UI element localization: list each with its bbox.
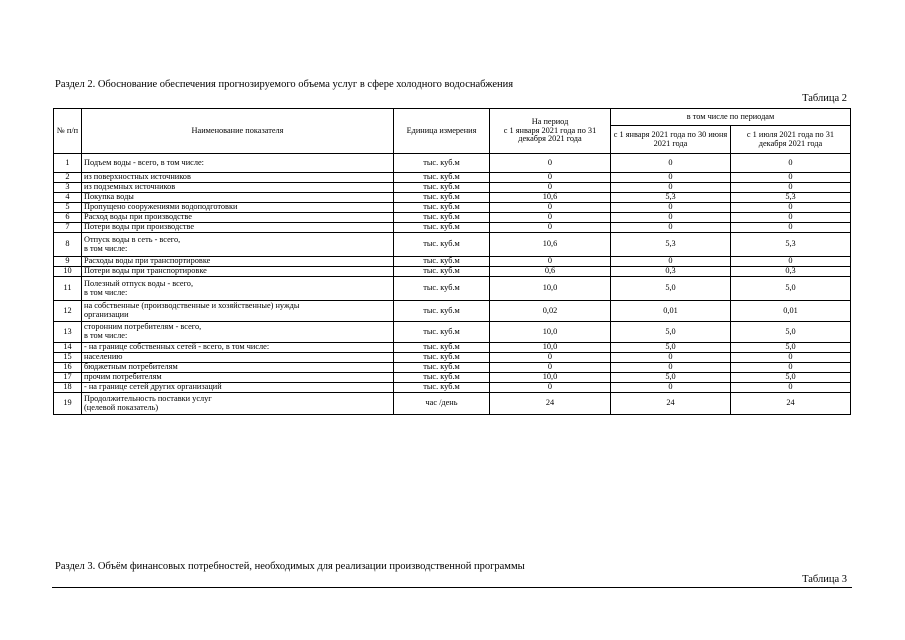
- row-unit: тыс. куб.м: [394, 373, 490, 383]
- row-name-line: Подъем воды - всего, в том числе:: [84, 157, 204, 167]
- table-row: [54, 193, 851, 203]
- table-row: [54, 223, 851, 233]
- row-total: 0,6: [490, 267, 611, 277]
- row-total: 10,0: [490, 277, 611, 301]
- row-num: 19: [54, 393, 82, 415]
- row-name: [82, 233, 394, 257]
- row-name-line2: (целевой показатель): [84, 402, 159, 412]
- row-num: 7: [54, 223, 82, 233]
- row-h1: 0: [611, 173, 731, 183]
- row-h1: 0: [611, 363, 731, 373]
- row-name-line: на собственные (производственные и хозяйственные) нужды: [84, 301, 300, 311]
- row-num: 17: [54, 373, 82, 383]
- row-num: 18: [54, 383, 82, 393]
- row-num: 6: [54, 213, 82, 223]
- row-unit: тыс. куб.м: [394, 257, 490, 267]
- table-row: [54, 301, 851, 322]
- row-unit: тыс. куб.м: [394, 233, 490, 257]
- row-name-line: из подземных источников: [84, 182, 176, 192]
- table-row: [54, 203, 851, 213]
- table-row: [54, 363, 851, 373]
- row-h1: 5,0: [611, 373, 731, 383]
- row-h2: 0,01: [731, 301, 851, 322]
- row-total: 0: [490, 203, 611, 213]
- row-h1: 5,0: [611, 343, 731, 353]
- row-h1: 0: [611, 203, 731, 213]
- table-row: [54, 233, 851, 257]
- row-total: 0: [490, 257, 611, 267]
- row-num: 16: [54, 363, 82, 373]
- row-num: 11: [54, 277, 82, 301]
- row-unit: тыс. куб.м: [394, 363, 490, 373]
- row-total: 0: [490, 154, 611, 173]
- row-total: 0: [490, 363, 611, 373]
- row-h2: 5,0: [731, 343, 851, 353]
- row-num: 15: [54, 353, 82, 363]
- header-name: Наименование показателя: [82, 109, 394, 154]
- row-h1: 0: [611, 257, 731, 267]
- row-unit: тыс. куб.м: [394, 267, 490, 277]
- row-h2: 0: [731, 173, 851, 183]
- water-supply-table: [53, 108, 851, 415]
- row-name-line: сторонним потребителям - всего,: [84, 322, 202, 332]
- row-name-line: бюджетным потребителям: [84, 362, 178, 372]
- row-num: 1: [54, 154, 82, 173]
- header-period-range: с 1 января 2021 года по 31 декабря 2021 года: [503, 125, 597, 144]
- header-period-title: На период: [531, 116, 569, 126]
- row-num: 10: [54, 267, 82, 277]
- bottom-rule: [52, 587, 852, 588]
- row-unit: час /день: [394, 393, 490, 415]
- row-h2: 0: [731, 363, 851, 373]
- row-name: [82, 203, 394, 213]
- header-sub1: с 1 января 2021 года по 30 июня 2021 года: [611, 126, 731, 154]
- row-name: [82, 223, 394, 233]
- row-h2: 0: [731, 213, 851, 223]
- section2-heading: Раздел 2. Обоснование обеспечения прогнозируемого объема услуг в сфере холодного водоснабжения: [55, 79, 514, 90]
- table-row: [54, 154, 851, 173]
- row-h2: 0: [731, 223, 851, 233]
- row-total: 10,0: [490, 322, 611, 343]
- table-row: [54, 257, 851, 267]
- table-row: [54, 183, 851, 193]
- row-name-line: Расходы воды при транспортировке: [84, 256, 211, 266]
- row-name-line: из поверхностных источников: [84, 172, 191, 182]
- row-h1: 0: [611, 183, 731, 193]
- row-h2: 0: [731, 183, 851, 193]
- row-total: 0: [490, 353, 611, 363]
- row-h1: 0: [611, 213, 731, 223]
- row-name-line2: в том числе:: [84, 243, 128, 253]
- row-h2: 0: [731, 154, 851, 173]
- row-name: [82, 353, 394, 363]
- row-h2: 0: [731, 257, 851, 267]
- row-unit: тыс. куб.м: [394, 183, 490, 193]
- row-unit: тыс. куб.м: [394, 213, 490, 223]
- row-num: 8: [54, 233, 82, 257]
- row-h1: 0: [611, 154, 731, 173]
- row-name-line: Покупка воды: [84, 192, 134, 202]
- row-name: [82, 322, 394, 343]
- table-row: [54, 393, 851, 415]
- row-name: [82, 301, 394, 322]
- row-num: 12: [54, 301, 82, 322]
- table-row: [54, 322, 851, 343]
- row-unit: тыс. куб.м: [394, 154, 490, 173]
- row-name-line2: организации: [84, 310, 129, 319]
- row-name: [82, 173, 394, 183]
- row-name: [82, 183, 394, 193]
- row-h2: 0: [731, 203, 851, 213]
- row-name: [82, 383, 394, 393]
- row-name-line: - на границе собственных сетей - всего, в том числе:: [84, 342, 270, 352]
- header-subperiods: в том числе по периодам: [611, 109, 851, 126]
- row-name-line: Расход воды при производстве: [84, 212, 192, 222]
- row-name-line2: в том числе:: [84, 331, 128, 340]
- row-unit: тыс. куб.м: [394, 322, 490, 343]
- row-total: 10,6: [490, 193, 611, 203]
- row-total: 0,02: [490, 301, 611, 322]
- row-unit: тыс. куб.м: [394, 193, 490, 203]
- row-total: 0: [490, 183, 611, 193]
- row-num: 13: [54, 322, 82, 343]
- row-name: [82, 213, 394, 223]
- row-name-line: - на границе сетей других организаций: [84, 382, 222, 392]
- row-num: 9: [54, 257, 82, 267]
- table2-label: Таблица 2: [802, 93, 847, 104]
- row-h1: 0: [611, 223, 731, 233]
- row-name: [82, 277, 394, 301]
- row-name: [82, 154, 394, 173]
- header-unit: Единица измерения: [394, 109, 490, 154]
- row-h1: 0,01: [611, 301, 731, 322]
- row-name-line: населению: [84, 352, 123, 362]
- row-name: [82, 393, 394, 415]
- section3-heading: Раздел 3. Объём финансовых потребностей, необходимых для реализации производственной программы: [55, 561, 525, 572]
- row-name: [82, 267, 394, 277]
- table-row: [54, 267, 851, 277]
- row-h1: 0,3: [611, 267, 731, 277]
- row-name: [82, 363, 394, 373]
- row-unit: тыс. куб.м: [394, 383, 490, 393]
- table3-label: Таблица 3: [802, 574, 847, 585]
- row-h2: 5,3: [731, 233, 851, 257]
- row-h2: 0,3: [731, 267, 851, 277]
- row-total: 10,0: [490, 373, 611, 383]
- row-name-line: Потери воды при производстве: [84, 222, 195, 232]
- row-unit: тыс. куб.м: [394, 343, 490, 353]
- row-unit: тыс. куб.м: [394, 203, 490, 213]
- table-row: [54, 277, 851, 301]
- row-name-line2: в том числе:: [84, 287, 128, 297]
- row-total: 0: [490, 173, 611, 183]
- table-row: [54, 173, 851, 183]
- row-num: 5: [54, 203, 82, 213]
- table-row: [54, 383, 851, 393]
- row-name-line: Пропущено сооружениями водоподготовки: [84, 202, 238, 212]
- row-name-line: Продолжительность поставки услуг: [84, 393, 212, 403]
- row-name-line: Потери воды при транспортировке: [84, 266, 207, 276]
- table-row: [54, 343, 851, 353]
- row-h2: 5,3: [731, 193, 851, 203]
- row-total: 10,0: [490, 343, 611, 353]
- table-row: [54, 373, 851, 383]
- row-name: [82, 257, 394, 267]
- row-h2: 0: [731, 383, 851, 393]
- header-period: [490, 109, 611, 154]
- row-name: [82, 193, 394, 203]
- row-name: [82, 373, 394, 383]
- row-num: 14: [54, 343, 82, 353]
- row-h1: 5,0: [611, 322, 731, 343]
- row-h1: 5,3: [611, 233, 731, 257]
- row-total: 0: [490, 383, 611, 393]
- row-h1: 0: [611, 353, 731, 363]
- row-num: 4: [54, 193, 82, 203]
- row-total: 10,6: [490, 233, 611, 257]
- row-total: 0: [490, 213, 611, 223]
- row-h1: 24: [611, 393, 731, 415]
- row-h1: 5,0: [611, 277, 731, 301]
- row-unit: тыс. куб.м: [394, 173, 490, 183]
- row-unit: тыс. куб.м: [394, 301, 490, 322]
- row-name-line: Полезный отпуск воды - всего,: [84, 278, 194, 288]
- row-h2: 5,0: [731, 277, 851, 301]
- row-h2: 5,0: [731, 322, 851, 343]
- row-h1: 5,3: [611, 193, 731, 203]
- table-row: [54, 213, 851, 223]
- row-name-line: прочим потребителям: [84, 372, 162, 382]
- row-unit: тыс. куб.м: [394, 277, 490, 301]
- row-h2: 24: [731, 393, 851, 415]
- table-row: [54, 353, 851, 363]
- row-name-line: Отпуск воды в сеть - всего,: [84, 234, 181, 244]
- header-sub2: с 1 июля 2021 года по 31 декабря 2021 года: [731, 126, 851, 154]
- row-h2: 0: [731, 353, 851, 363]
- row-h1: 0: [611, 383, 731, 393]
- row-num: 2: [54, 173, 82, 183]
- row-h2: 5,0: [731, 373, 851, 383]
- row-num: 3: [54, 183, 82, 193]
- row-unit: тыс. куб.м: [394, 223, 490, 233]
- row-total: 24: [490, 393, 611, 415]
- row-total: 0: [490, 223, 611, 233]
- header-num: № п/п: [54, 109, 82, 154]
- row-name: [82, 343, 394, 353]
- row-unit: тыс. куб.м: [394, 353, 490, 363]
